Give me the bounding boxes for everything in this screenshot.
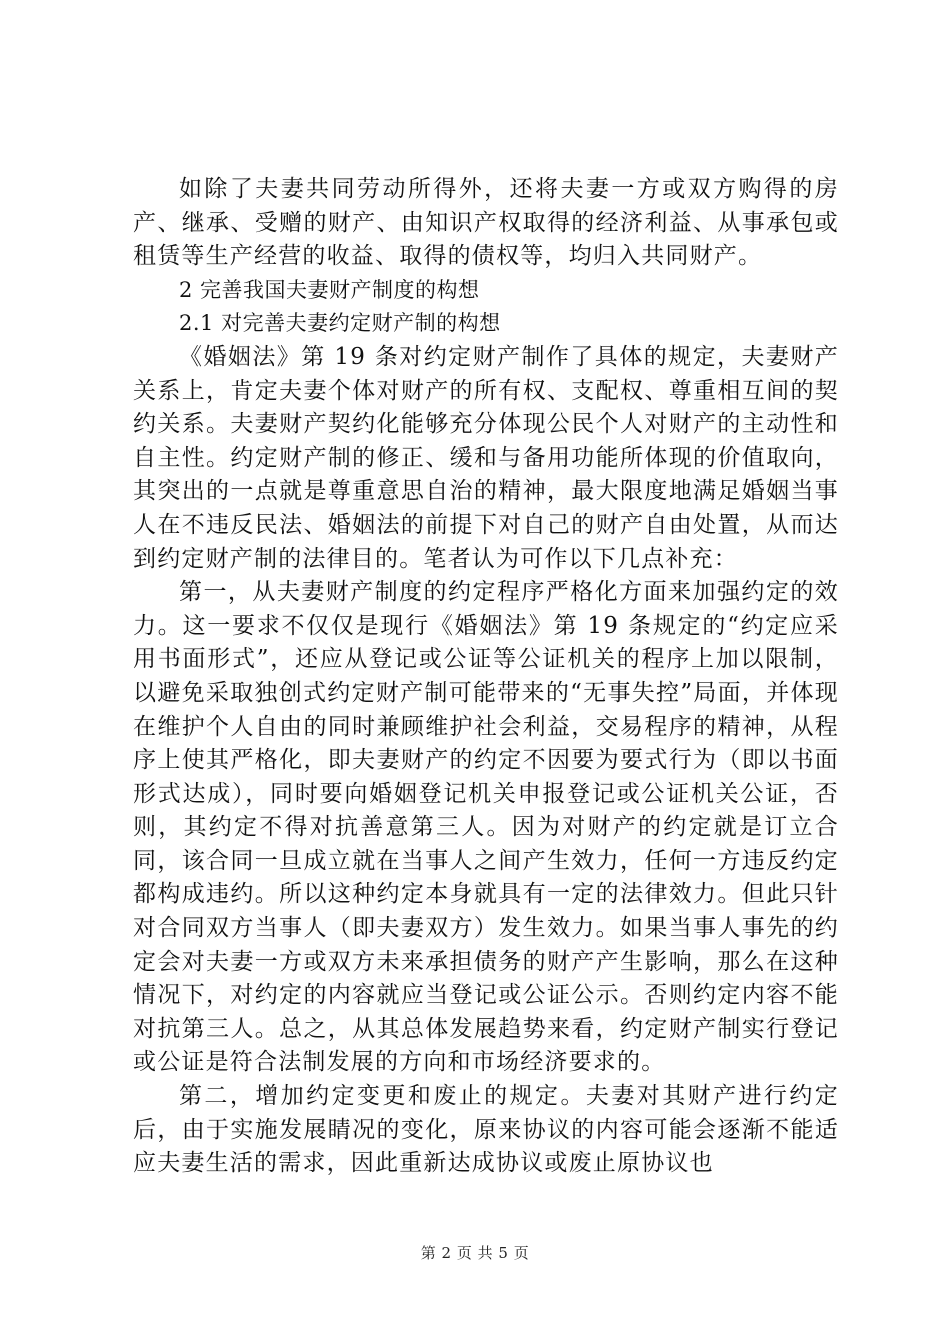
paragraph-community-property: 如除了夫妻共同劳动所得外，还将夫妻一方或双方购得的房产、继承、受赠的财产、由知识产权取得的经济利益、从事承包或租赁等生产经营的收益、取得的债权等，均归入共同财产。 bbox=[133, 176, 839, 270]
paragraph-second-point: 第二，增加约定变更和废止的规定。夫妻对其财产进行约定后，由于实施发展睛况的变化，原来协议的内容可能会逐渐不能适应夫妻生活的需求，因此重新达成协议或废止原协议也 bbox=[133, 1083, 839, 1177]
section-heading-2: 2 完善我国夫妻财产制度的构想 bbox=[179, 277, 480, 302]
paragraph-first-point: 第一，从夫妻财产制度的约定程序严格化方面来加强约定的效力。这一要求不仅仅是现行《婚姻法》第 19 条规定的“约定应采用书面形式”，还应从登记或公证等公证机关的程序上加以限制，以避免采取独创式约定财产制可能带来的“无事失控”局面，并体现在维护个人自由的同时兼顾维护社会利益，交易程序的精神，从程序上使其严格化，即夫妻财产的约定不因要为要式行为（即以书面形式达成），同时要向婚姻登记机关申报登记或公证机关公证，否则，其约定不得对抗善意第三人。因为对财产的约定就是订立合同，该合同一旦成立就在当事人之间产生效力，任何一方违反约定都构成违约。所以这种约定本身就具有一定的法律效力。但此只针对合同双方当事人（即夫妻双方）发生效力。如果当事人事先的约定会对夫妻一方或双方未来承担债务的财产产生影响，那么在这种情况下，对约定的内容就应当登记或公证公示。否则约定内容不能对抗第三人。总之，从其总体发展趋势来看，约定财产制实行登记或公证是符合法制发展的方向和市场经济要求的。 bbox=[133, 579, 839, 1076]
document-body bbox=[133, 173, 839, 1181]
page-footer: 第 2 页 共 5 页 bbox=[420, 1244, 530, 1262]
paragraph-marriage-law-article-19: 《婚姻法》第 19 条对约定财产制作了具体的规定，夫妻财产关系上，肯定夫妻个体对财产的所有权、支配权、尊重相互间的契约关系。夫妻财产契约化能够充分体现公民个人对财产的主动性和自主性。约定财产制的修正、缓和与备用功能所体现的价值取向，其突出的一点就是尊重意思自治的精神，最大限度地满足婚姻当事人在不违反民法、婚姻法的前提下对自己的财产自由处置，从而达到约定财产制的法律目的。笔者认为可作以下几点补充： bbox=[133, 343, 839, 572]
subsection-heading-2-1: 2.1 对完善夫妻约定财产制的构想 bbox=[179, 311, 501, 336]
